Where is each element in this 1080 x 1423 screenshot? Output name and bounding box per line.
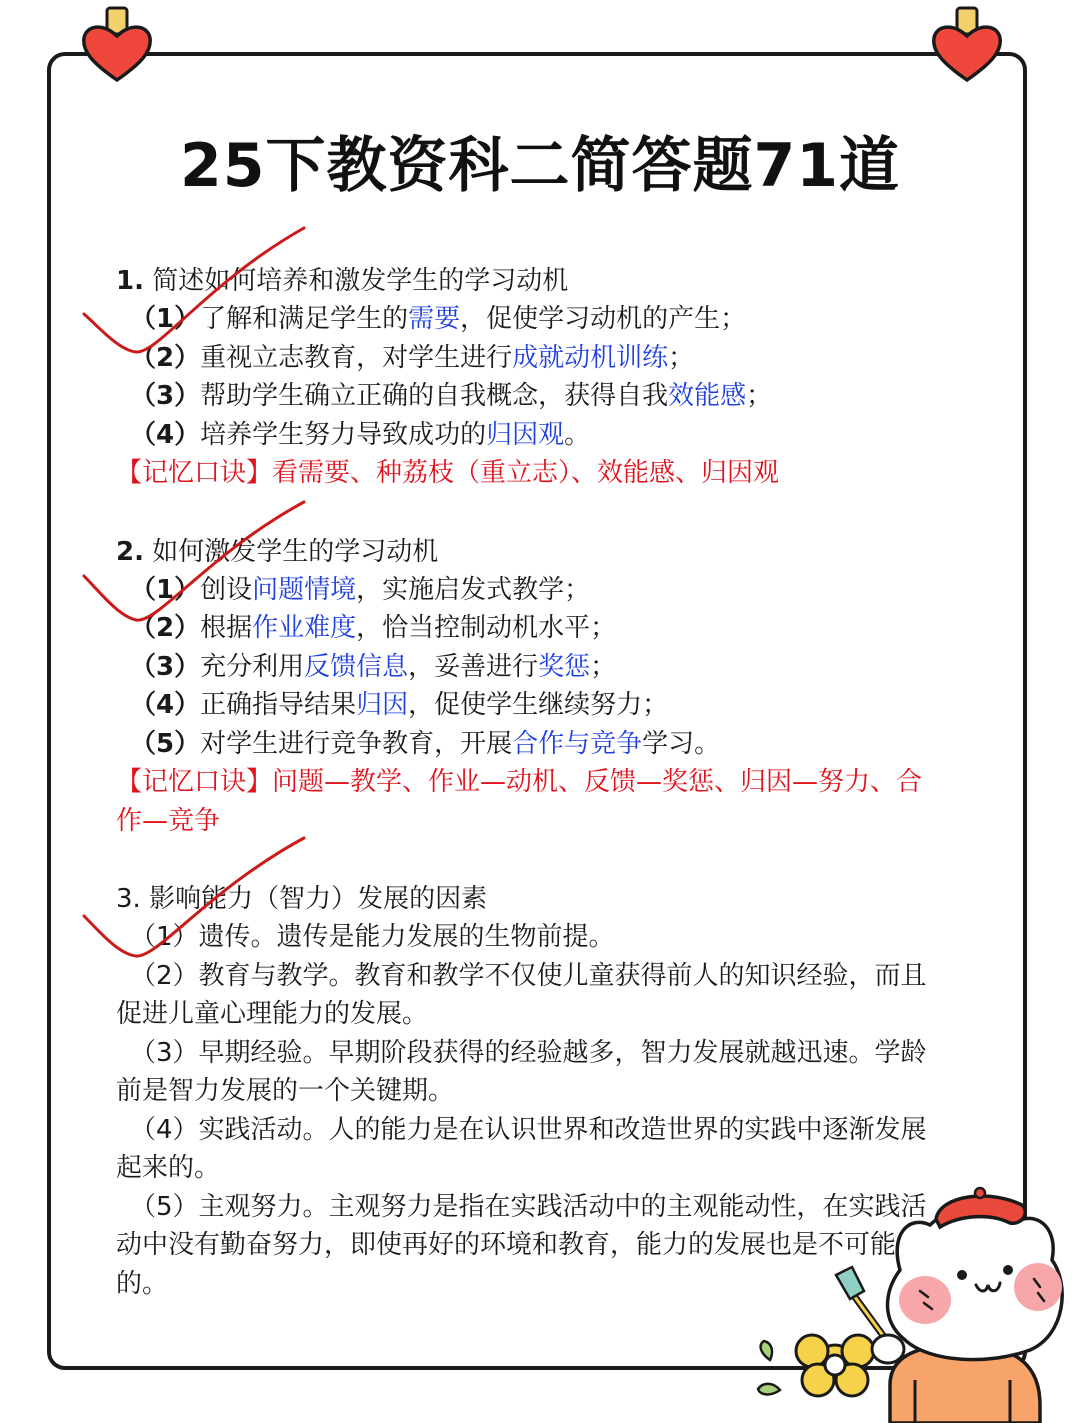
page-title: 25下教资科二简答题71道: [180, 131, 900, 201]
question-title: 2. 如何激发学生的学习动机: [116, 536, 439, 567]
answer-item: （1）创设问题情境，实施启发式教学；: [130, 574, 591, 605]
answer-item: （1）了解和满足学生的需要，促使学习动机的产生；: [130, 304, 747, 334]
answer-line: 的。: [116, 1268, 169, 1299]
answer-line: （3）早期经验。早期阶段获得的经验越多，智力发展就越迅速。学龄: [130, 1037, 927, 1068]
question-title: 1. 简述如何培养和激发学生的学习动机: [116, 266, 569, 296]
answer-item: （4）正确指导结果归因，促使学生继续努力；: [130, 690, 669, 720]
answer-line: 动中没有勤奋努力，即使再好的环境和教育，能力的发展也是不可能: [116, 1230, 897, 1260]
answer-line: 前是智力发展的一个关键期。: [116, 1076, 455, 1106]
mnemonic-line-2: 作—竞争: [116, 805, 221, 836]
mnemonic-line-1: 【记忆口诀】问题—教学、作业—动机、反馈—奖惩、归因—努力、合: [116, 767, 923, 797]
check-mark-icon-1: [78, 222, 318, 362]
answer-item: （3）充分利用反馈信息，妥善进行奖惩；: [130, 651, 617, 682]
check-mark-icon-3: [78, 832, 318, 972]
answer-line: （5）主观努力。主观努力是指在实践活动中的主观能动性，在实践活: [130, 1191, 927, 1222]
answer-item: （3）帮助学生确立正确的自我概念，获得自我效能感；: [130, 381, 773, 411]
flower-icon: [758, 1335, 874, 1396]
answer-line: （4）实践活动。人的能力是在认识世界和改造世界的实践中逐渐发展: [130, 1114, 927, 1145]
mnemonic: 【记忆口诀】看需要、种荔枝（重立志）、效能感、归因观: [116, 458, 780, 488]
heart-pin-icon-left: [78, 6, 158, 86]
answer-item: （2）重视立志教育，对学生进行成就动机训练；: [130, 342, 695, 373]
answer-item: （4）培养学生努力导致成功的归因观。: [130, 419, 591, 450]
heart-pin-icon-right: [928, 6, 1008, 86]
check-mark-icon-2: [78, 496, 318, 636]
answer-line: （2）教育与教学。教育和教学不仅使儿童获得前人的知识经验，而且: [130, 960, 927, 991]
answer-line: 起来的。: [116, 1153, 221, 1183]
question-title: 3. 影响能力（智力）发展的因素: [116, 884, 488, 914]
answer-line: 促进儿童心理能力的发展。: [116, 999, 429, 1029]
answer-item: （2）根据作业难度，恰当控制动机水平；: [130, 613, 617, 643]
answer-line: （1）遗传。遗传是能力发展的生物前提。: [130, 922, 615, 952]
answer-item: （5）对学生进行竞争教育，开展合作与竞争学习。: [130, 728, 721, 759]
cat-painter-illustration: [740, 1175, 1080, 1423]
